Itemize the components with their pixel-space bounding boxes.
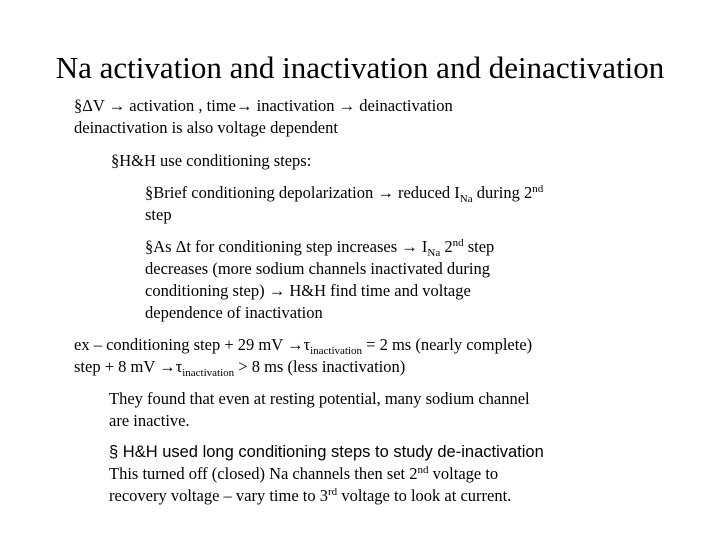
arrow-icon: →: [268, 281, 286, 300]
line-ex-8mv: step + 8 mV $\to\tau_{inactivation} > 8$ ms (less inactivation): [74, 357, 406, 379]
page-title: Na activation and inactivation and deinactivation: [55, 50, 665, 85]
line-decreases: decreases (more sodium channels inactivated during: [145, 259, 491, 278]
line-brief-step: step: [145, 205, 172, 224]
line-ex-29mv: ex – conditioning step + 29 mV $\to\tau_{inactivation} = 2$ ms (nearly complete): [74, 335, 533, 357]
delta-symbol: Δ: [175, 237, 187, 256]
arrow-icon: →: [286, 335, 304, 354]
arrow-icon: →: [377, 183, 394, 202]
arrow-icon: →: [236, 96, 253, 115]
line-hh-conditioning: §H&H use conditioning steps:: [111, 151, 312, 170]
arrow-icon: →: [338, 96, 356, 115]
line-delta-v: §ΔV → activation , time→ inactivation → deinactivation: [74, 96, 453, 115]
arrow-icon: →: [159, 357, 176, 376]
line-inactive: are inactive.: [109, 411, 190, 430]
delta-symbol: Δ: [82, 96, 93, 115]
bullet-icon: §: [111, 151, 120, 170]
line-voltage-dependent: deinactivation is also voltage dependent: [74, 118, 338, 137]
arrow-icon: →: [108, 96, 126, 115]
bullet-icon: §: [74, 96, 83, 115]
line-as-dt: §As Δt for conditioning step increases → $I_{Na}$ 2nd step: [145, 237, 495, 259]
line-long-steps: § H&H used long conditioning steps to study de-inactivation: [109, 443, 544, 461]
bullet-icon: §: [109, 443, 119, 461]
line-recovery-voltage: recovery voltage – vary time to 3rd voltage to look at current.: [109, 486, 512, 505]
bullet-icon: §: [145, 237, 154, 256]
line-they-found: They found that even at resting potential, many sodium channel: [109, 389, 530, 408]
line-brief-conditioning: §Brief conditioning depolarization → reduced $I_{Na}$ during 2nd: [145, 183, 544, 205]
line-turned-off: This turned off (closed) Na channels then set 2nd voltage to: [109, 464, 499, 483]
bullet-icon: §: [145, 183, 154, 202]
arrow-icon: →: [401, 237, 418, 256]
line-conditioning-step: conditioning step) → H&H find time and voltage: [145, 281, 471, 300]
line-dependence: dependence of inactivation: [145, 303, 323, 322]
